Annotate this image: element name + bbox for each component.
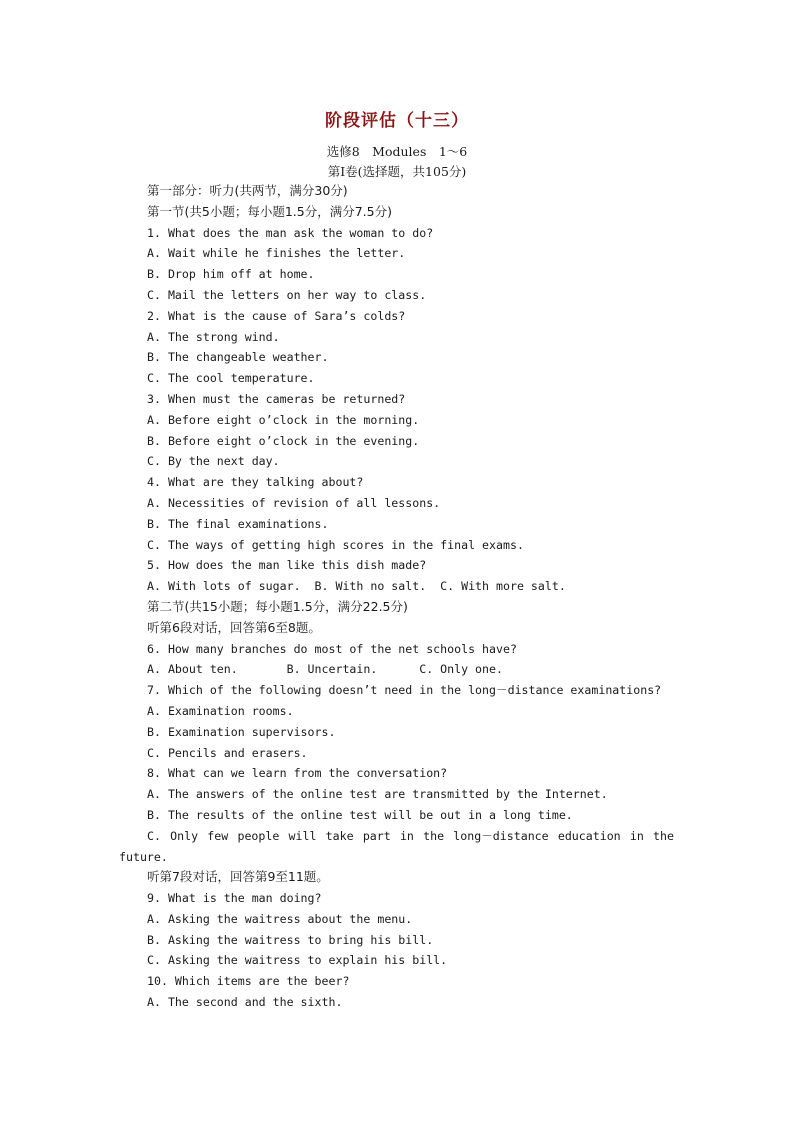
page-title: 阶段评估（十三） [325, 111, 469, 131]
option-2a: A. The strong wind. [147, 329, 280, 344]
option-9a: A. Asking the waitress about the menu. [147, 911, 413, 926]
question-7: 7. Which of the following doesn’t need in the long－distance examinations? [147, 683, 662, 698]
section-heading: 第一节(共5小题；每小题1.5分，满分7.5分) [147, 203, 392, 219]
volume-heading: 第Ⅰ卷(选择题，共105分) [327, 164, 467, 179]
question-3: 3. When must the cameras be returned? [147, 391, 406, 406]
option-4c: C. The ways of getting high scores in the final exams. [147, 537, 524, 552]
option-8c: C. Only few people will take part in the long－distance education in the [147, 828, 674, 843]
question-10: 10. Which items are the beer? [147, 974, 350, 989]
option-2b: B. The changeable weather. [147, 350, 329, 365]
question-9: 9. What is the man doing? [147, 891, 322, 906]
option-8b: B. The results of the online test will be out in a long time. [147, 807, 573, 822]
question-list [0, 181, 794, 1013]
question-2: 2. What is the cause of Sara’s colds? [147, 308, 406, 323]
question-6: 6. How many branches do most of the net schools have? [147, 641, 517, 656]
question-8: 8. What can we learn from the conversation? [147, 766, 448, 781]
option-7c: C. Pencils and erasers. [147, 745, 308, 760]
option-2c: C. The cool temperature. [147, 371, 315, 386]
options-6: A. About ten. B. Uncertain. C. Only one. [147, 662, 503, 677]
section-2-heading: 第二节(共15小题；每小题1.5分，满分22.5分) [147, 598, 408, 614]
question-4: 4. What are they talking about? [147, 475, 364, 490]
question-1: 1. What does the man ask the woman to do? [147, 225, 434, 240]
dialogue-7-instruction: 听第7段对话，回答第9至11题。 [147, 869, 329, 885]
option-3c: C. By the next day. [147, 454, 280, 469]
option-4a: A. Necessities of revision of all lessons. [147, 495, 441, 510]
option-1c: C. Mail the letters on her way to class. [147, 287, 427, 302]
option-8c-continued: future. [119, 849, 168, 864]
page-subtitle: 选修8 Modules 1～6 [326, 144, 468, 159]
part-heading: 第一部分：听力(共两节，满分30分) [147, 183, 348, 198]
option-3a: A. Before eight o’clock in the morning. [147, 412, 420, 427]
option-3b: B. Before eight o’clock in the evening. [147, 433, 420, 448]
options-5: A. With lots of sugar. B. With no salt. C. With more salt. [147, 579, 566, 594]
option-1b: B. Drop him off at home. [147, 267, 315, 282]
option-10a: A. The second and the sixth. [147, 995, 343, 1010]
option-9c: C. Asking the waitress to explain his bill. [147, 953, 448, 968]
option-7b: B. Examination supervisors. [147, 724, 336, 739]
question-5: 5. How does the man like this dish made? [147, 558, 427, 573]
option-8a: A. The answers of the online test are transmitted by the Internet. [147, 787, 608, 802]
option-1a: A. Wait while he finishes the letter. [147, 246, 406, 261]
dialogue-6-instruction: 听第6段对话，回答第6至8题。 [147, 619, 321, 635]
option-9b: B. Asking the waitress to bring his bill. [147, 932, 434, 947]
option-7a: A. Examination rooms. [147, 703, 294, 718]
option-4b: B. The final examinations. [147, 516, 329, 531]
